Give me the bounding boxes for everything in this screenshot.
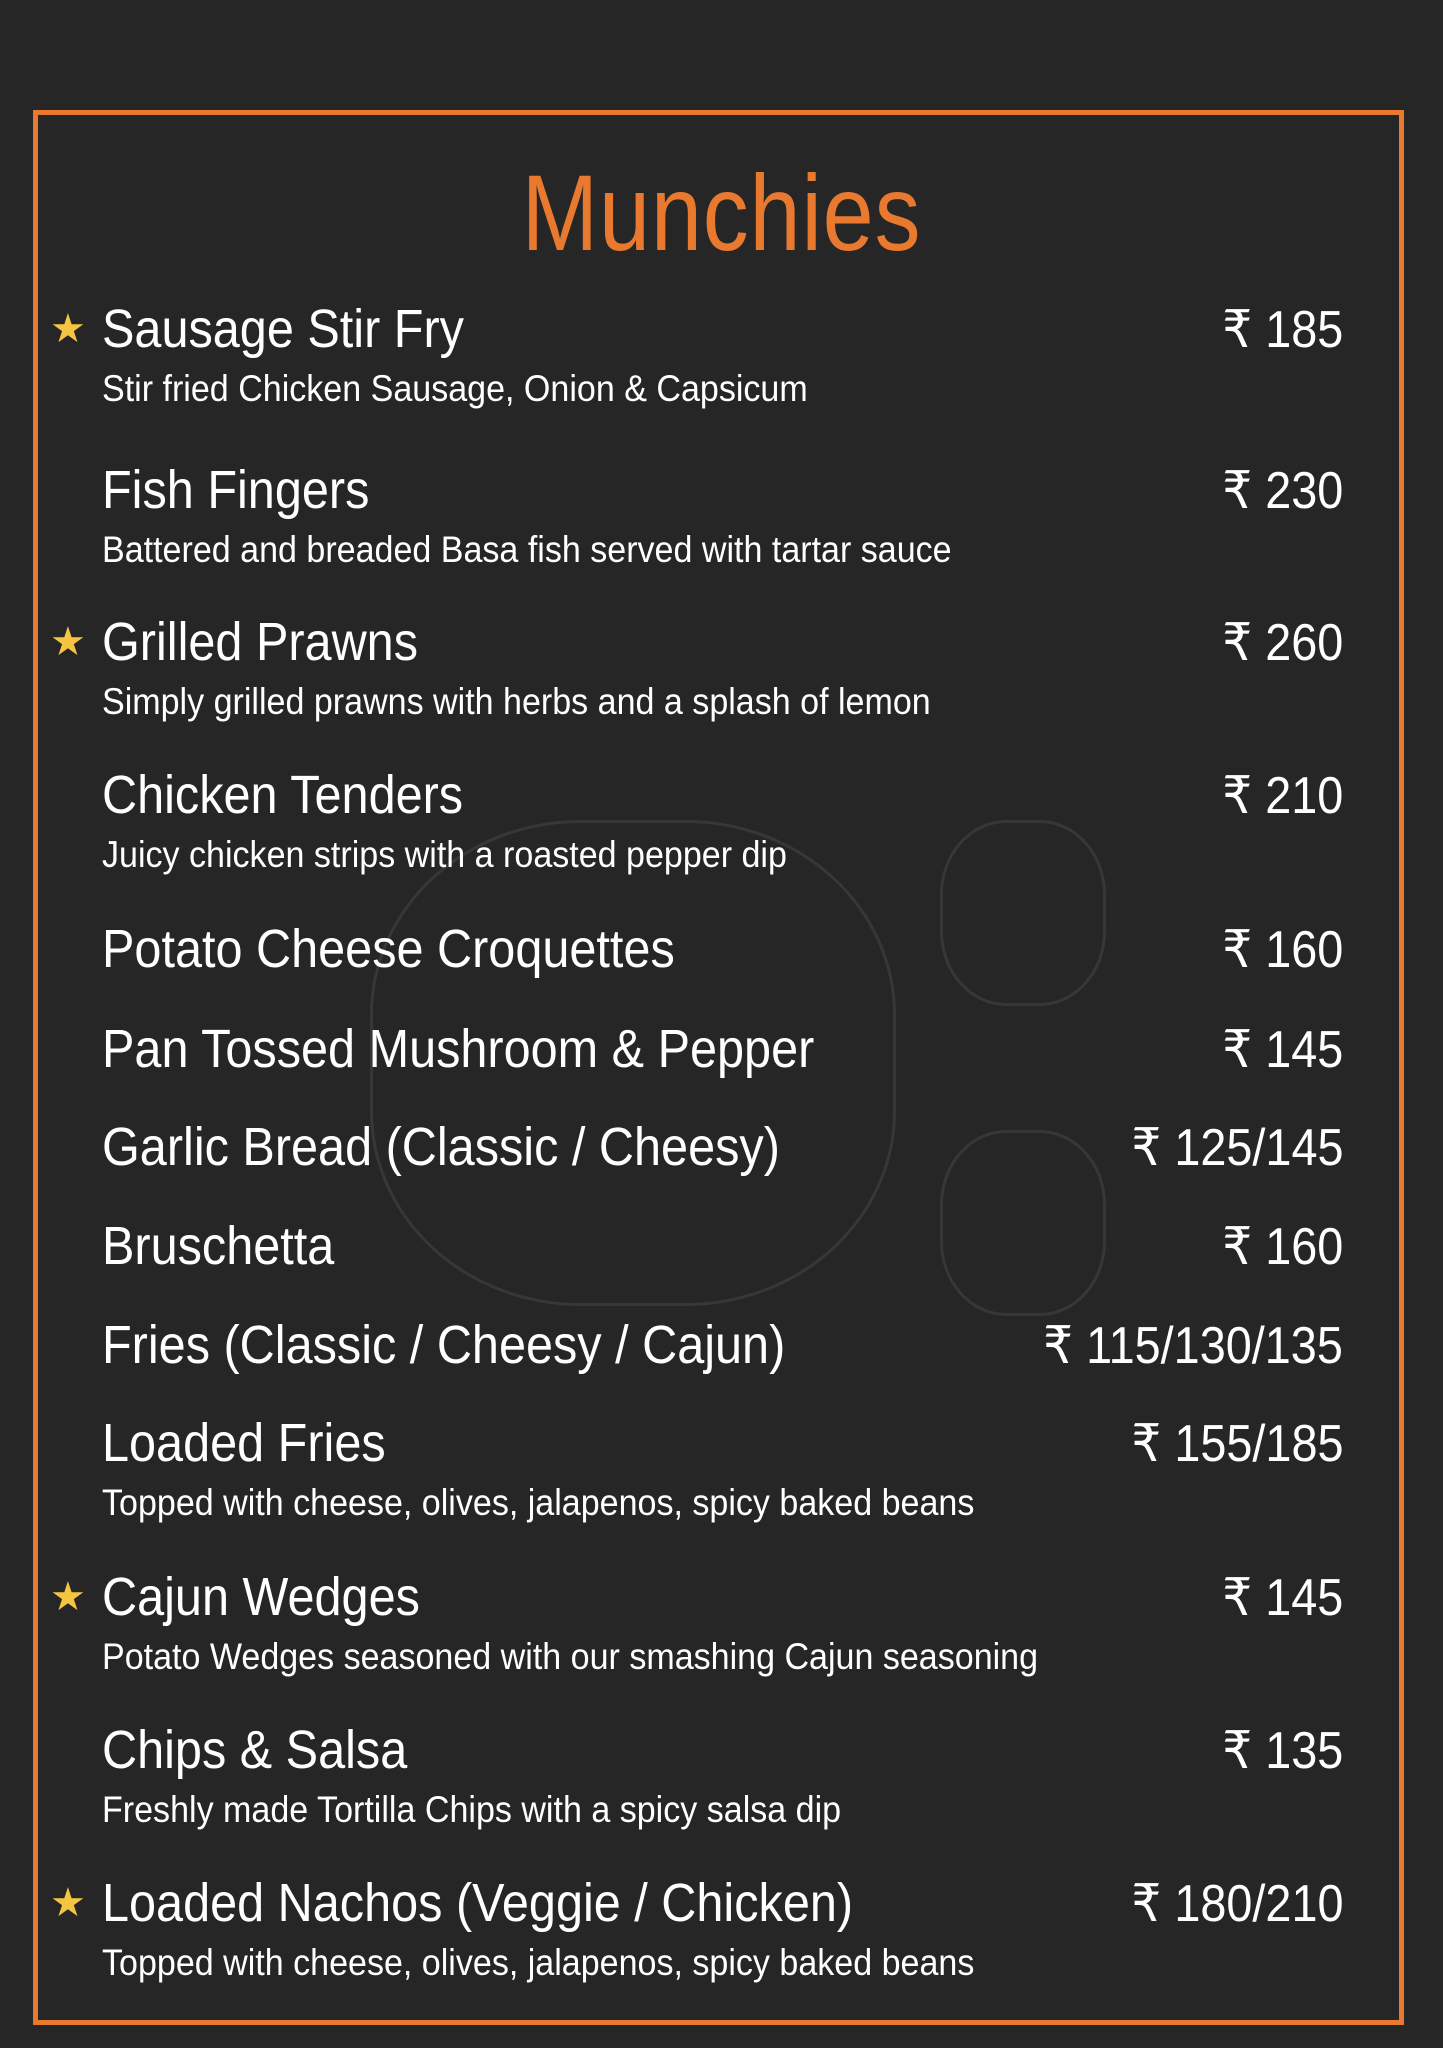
- star-icon: ★: [50, 1881, 86, 1925]
- item-description: Topped with cheese, olives, jalapenos, spicy baked beans: [102, 1482, 975, 1523]
- menu-item: [0, 1719, 1443, 1849]
- menu-title: Munchies: [521, 152, 922, 273]
- star-icon: ★: [50, 307, 86, 351]
- item-description: Potato Wedges seasoned with our smashing Cajun seasoning: [102, 1636, 1039, 1677]
- item-name: Chips & Salsa: [102, 1720, 408, 1780]
- menu-item: [0, 611, 1443, 741]
- item-name: Potato Cheese Croquettes: [102, 919, 675, 979]
- menu-item: [0, 764, 1443, 894]
- item-description: Battered and breaded Basa fish served with tartar sauce: [102, 529, 952, 570]
- item-price: ₹ 210: [1222, 767, 1343, 825]
- item-price: ₹ 155/185: [1131, 1415, 1343, 1473]
- item-price: ₹ 260: [1222, 614, 1343, 672]
- item-price: ₹ 185: [1222, 301, 1343, 359]
- item-name: Loaded Fries: [102, 1413, 386, 1473]
- item-description: Freshly made Tortilla Chips with a spicy salsa dip: [102, 1789, 842, 1830]
- item-name: Bruschetta: [102, 1216, 335, 1276]
- menu-item: [0, 459, 1443, 589]
- menu-item: [0, 1412, 1443, 1542]
- item-price: ₹ 115/130/135: [1043, 1317, 1343, 1375]
- star-icon: ★: [50, 620, 86, 664]
- item-description: Stir fried Chicken Sausage, Onion & Capsicum: [102, 368, 808, 409]
- item-price: ₹ 135: [1222, 1722, 1343, 1780]
- item-name: Grilled Prawns: [102, 612, 418, 672]
- item-price: ₹ 160: [1222, 1218, 1343, 1276]
- item-name: Cajun Wedges: [102, 1567, 420, 1627]
- item-name: Chicken Tenders: [102, 765, 464, 825]
- item-price: ₹ 125/145: [1131, 1119, 1343, 1177]
- item-name: Fish Fingers: [102, 460, 370, 520]
- menu-item: [0, 1872, 1443, 2002]
- item-name: Garlic Bread (Classic / Cheesy): [102, 1117, 780, 1177]
- item-name: Fries (Classic / Cheesy / Cajun): [102, 1315, 786, 1375]
- item-price: ₹ 160: [1222, 921, 1343, 979]
- item-description: Topped with cheese, olives, jalapenos, spicy baked beans: [102, 1942, 975, 1983]
- item-price: ₹ 145: [1222, 1569, 1343, 1627]
- star-icon: ★: [50, 1575, 86, 1619]
- menu-item: [0, 298, 1443, 428]
- item-name: Sausage Stir Fry: [102, 299, 464, 359]
- item-price: ₹ 180/210: [1131, 1875, 1343, 1933]
- item-name: Loaded Nachos (Veggie / Chicken): [102, 1873, 854, 1933]
- item-price: ₹ 145: [1222, 1021, 1343, 1079]
- menu-item: [0, 1566, 1443, 1696]
- item-description: Juicy chicken strips with a roasted pepper dip: [102, 834, 787, 875]
- item-description: Simply grilled prawns with herbs and a splash of lemon: [102, 681, 931, 722]
- item-price: ₹ 230: [1222, 462, 1343, 520]
- item-name: Pan Tossed Mushroom & Pepper: [102, 1019, 815, 1079]
